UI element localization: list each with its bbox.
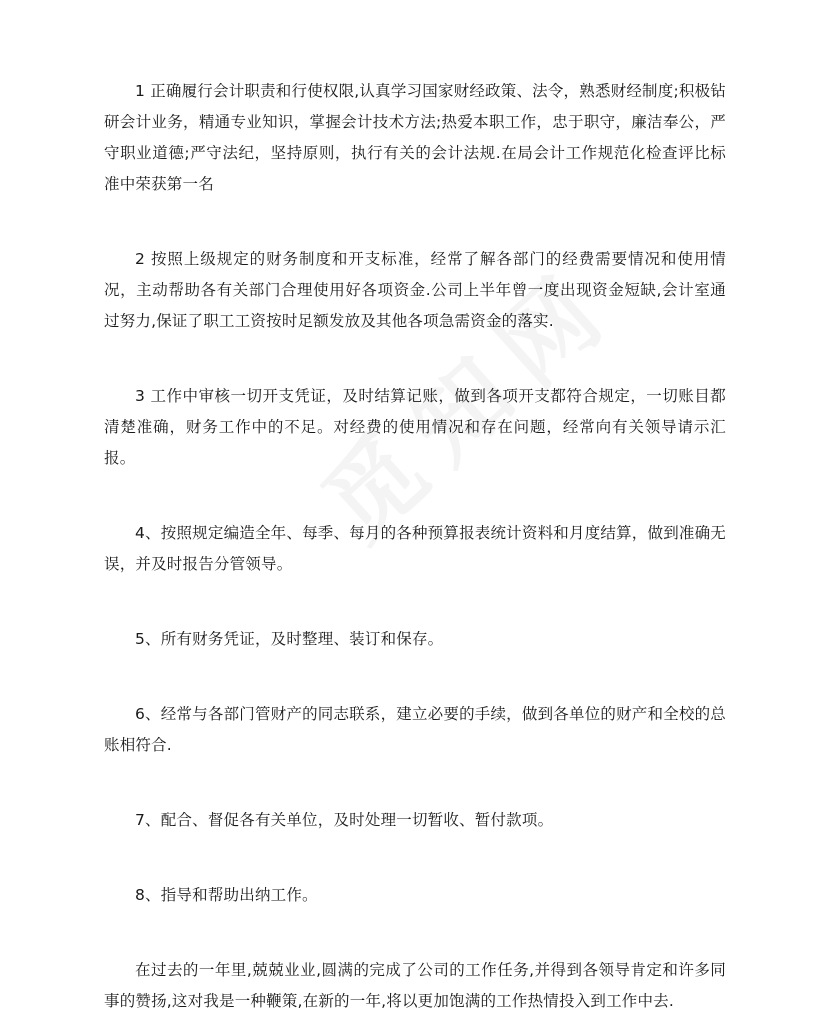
- paragraph-duty-8: 8、指导和帮助出纳工作。: [135, 886, 318, 904]
- paragraph-duty-2: 2 按照上级规定的财务制度和开支标准，经常了解各部门的经费需要情况和使用情况，主动帮助各有关部门合理使用好各项资金.公司上半年曾一度出现资金短缺,会计室通过努力,保证了职工工资按时足额发放及其他各项急需资金的落实.: [104, 250, 726, 330]
- paragraph-duty-1: 1 正确履行会计职责和行使权限,认真学习国家财经政策、法令，熟悉财经制度;积极钻研会计业务，精通专业知识，掌握会计技术方法;热爱本职工作，忠于职守，廉洁奉公，严守职业道德;严守法纪，坚持原则，执行有关的会计法规.在局会计工作规范化检查评比标准中荣获第一名: [104, 82, 726, 193]
- paragraph-conclusion: 在过去的一年里,兢兢业业,圆满的完成了公司的工作任务,并得到各领导肯定和许多同事的赞扬,这对我是一种鞭策,在新的一年,将以更加饱满的工作热情投入到工作中去.: [104, 961, 726, 1010]
- paragraph-duty-6: 6、经常与各部门管财产的同志联系，建立必要的手续，做到各单位的财产和全校的总账相符合.: [104, 705, 726, 754]
- paragraph-duty-5: 5、所有财务凭证，及时整理、装订和保存。: [135, 630, 444, 648]
- document-body: [104, 76, 726, 1017]
- paragraph-duty-7: 7、配合、督促各有关单位，及时处理一切暂收、暂付款项。: [135, 811, 554, 829]
- paragraph-duty-3: 3 工作中审核一切开支凭证，及时结算记账，做到各项开支都符合规定，一切账目都清楚准确，财务工作中的不足。对经费的使用情况和存在问题，经常向有关领导请示汇报。: [104, 387, 726, 467]
- paragraph-duty-4: 4、按照规定编造全年、每季、每月的各种预算报表统计资料和月度结算，做到准确无误，并及时报告分管领导。: [104, 524, 726, 573]
